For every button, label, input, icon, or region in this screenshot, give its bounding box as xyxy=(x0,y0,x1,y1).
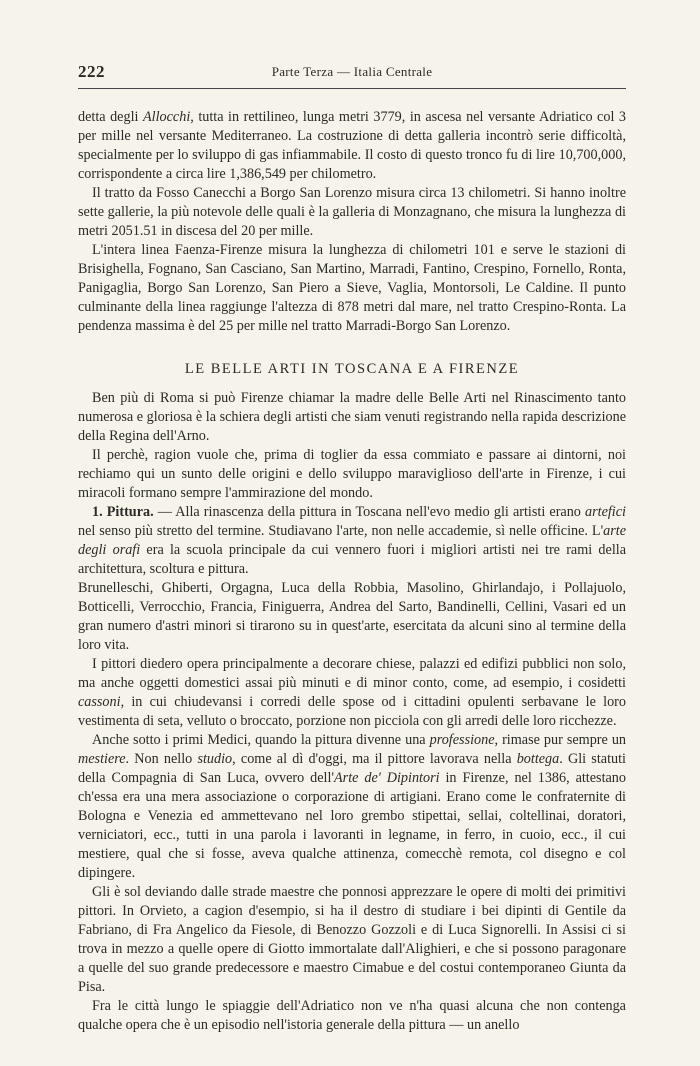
running-head: Parte Terza — Italia Centrale xyxy=(271,64,433,79)
page-body xyxy=(78,108,626,1035)
paragraph-4: Ben più di Roma si può Firenze chiamar la madre delle Belle Arti nel Rinascimento tanto numerosa e gloriosa è la schiera degli artisti che siam venuti registrando nella rapida descrizione della Regina dell'Arno. xyxy=(78,390,626,444)
paragraph-3: L'intera linea Faenza-Firenze misura la lunghezza di chilometri 101 e serve le stazioni di Brisighella, Fognano, San Casciano, San Martino, Marradi, Fantino, Crespino, Fornello, Ronta, Panigaglia, Borgo San Lorenzo, San Piero a Sieve, Vaglia, Montorsoli, Le Caldine. Il punto culminante della linea raggiunge l'altezza di 878 metri dal mare, nel tratto Crespino-Ronta. La pendenza massima è del 25 per mille nel tratto Marradi-Borgo San Lorenzo. xyxy=(78,242,626,334)
paragraph-6: 1. Pittura. — Alla rinascenza della pittura in Toscana nell'evo medio gli artisti erano artefici nel senso più stretto del termine. Studiavano l'arte, non nelle accademie, sì nelle officine. L'arte degli orafi era la scuola principale da cui vennero fuori i migliori artisti nei tre rami della architettura, scoltura e pittura. xyxy=(78,504,626,577)
subsection-heading: 1. Pittura. xyxy=(92,504,154,520)
paragraph-2: Il tratto da Fosso Canecchi a Borgo San Lorenzo misura circa 13 chilometri. Si hanno inoltre sette gallerie, la più notevole delle quali è la galleria di Monzagnano, che misura la lunghezza di metri 2051.51 in discesa del 20 per mille. xyxy=(78,185,626,239)
page-number: 222 xyxy=(78,62,105,81)
paragraph-5: Il perchè, ragion vuole che, prima di toglier da essa commiato e passare ai dintorni, noi rechiamo qui un sunto delle origini e dello sviluppo maraviglioso dell'arte in Firenze, i cui miracoli formano sempre l'ammirazione del mondo. xyxy=(78,447,626,501)
paragraph-10: Gli è sol deviando dalle strade maestre che ponnosi apprezzare le opere di molti dei primitivi pittori. In Orvieto, a cagion d'esempio, si ha il destro di studiare i bei dipinti di Gentile da Fabriano, di Fra Angelico da Fiesole, di Benozzo Gozzoli e di Luca Signorelli. In Assisi ci si trova in mezzo a quelle opere di Giotto immortalate dall'Alighieri, e che si possono paragonare a quelle del suo grande predecessore e maestro Cimabue e del costui contemporaneo Giunta da Pisa. xyxy=(78,884,626,995)
paragraph-8: I pittori diedero opera principalmente a decorare chiese, palazzi ed edifizi pubblici non solo, ma anche oggetti domestici assai più minuti e di minor conto, come, ad esempio, i cosidetti cassoni, in cui chiudevansi i corredi delle spose od i cittadini opulenti serbavane le loro vestimenta di seta, velluto o broccato, porzione non picciola con gli arredi delle loro ricchezze. xyxy=(78,656,626,729)
paragraph-11: Fra le città lungo le spiaggie dell'Adriatico non ve n'ha quasi alcuna che non contenga qualche opera che è un episodio nell'istoria generale della pittura — un anello xyxy=(78,998,626,1033)
section-title: LE BELLE ARTI IN TOSCANA E A FIRENZE xyxy=(184,361,520,377)
page-header xyxy=(78,58,626,89)
paragraph-7: Brunelleschi, Ghiberti, Orgagna, Luca della Robbia, Masolino, Ghirlandajo, i Pollajuolo, Botticelli, Verrocchio, Francia, Finiguerra, Andrea del Sarto, Bandinelli, Cellini, Vasari ed un gran numero d'astri minori si tirarono su in quest'arte, esercitata da alcuni sino al termine della loro vita. xyxy=(78,580,626,653)
paragraph-9: Anche sotto i primi Medici, quando la pittura divenne una professione, rimase pur sempre un mestiere. Non nello studio, come al dì d'oggi, ma il pittore lavorava nella bottega. Gli statuti della Compagnia di San Luca, ovvero dell'Arte de' Dipintori in Firenze, nel 1386, attestano ch'essa era una mera associazione o corporazione di artigiani. Erano come le confraternite di Bologna e Venezia ed ammettevano nel loro grembo stipettai, sellai, coltellinai, doratori, verniciatori, ecc., tutti in una parola i lavoranti in legname, in ferro, in cuoio, ecc., il cui mestiere, qual che si fosse, aveva qualche attinenza, comecchè remota, col disegno e col dipingere. xyxy=(78,732,627,881)
paragraph-1: detta degli Allocchi, tutta in rettilineo, lunga metri 3779, in ascesa nel versante Adriatico col 3 per mille nel versante Mediterraneo. La costruzione di detta galleria incontrò serie difficoltà, specialmente per lo sviluppo di gas infiammabile. Il costo di questo tronco fu di lire 10,700,000, corrispondente a circa lire 1,386,549 per chilometro. xyxy=(78,109,626,182)
